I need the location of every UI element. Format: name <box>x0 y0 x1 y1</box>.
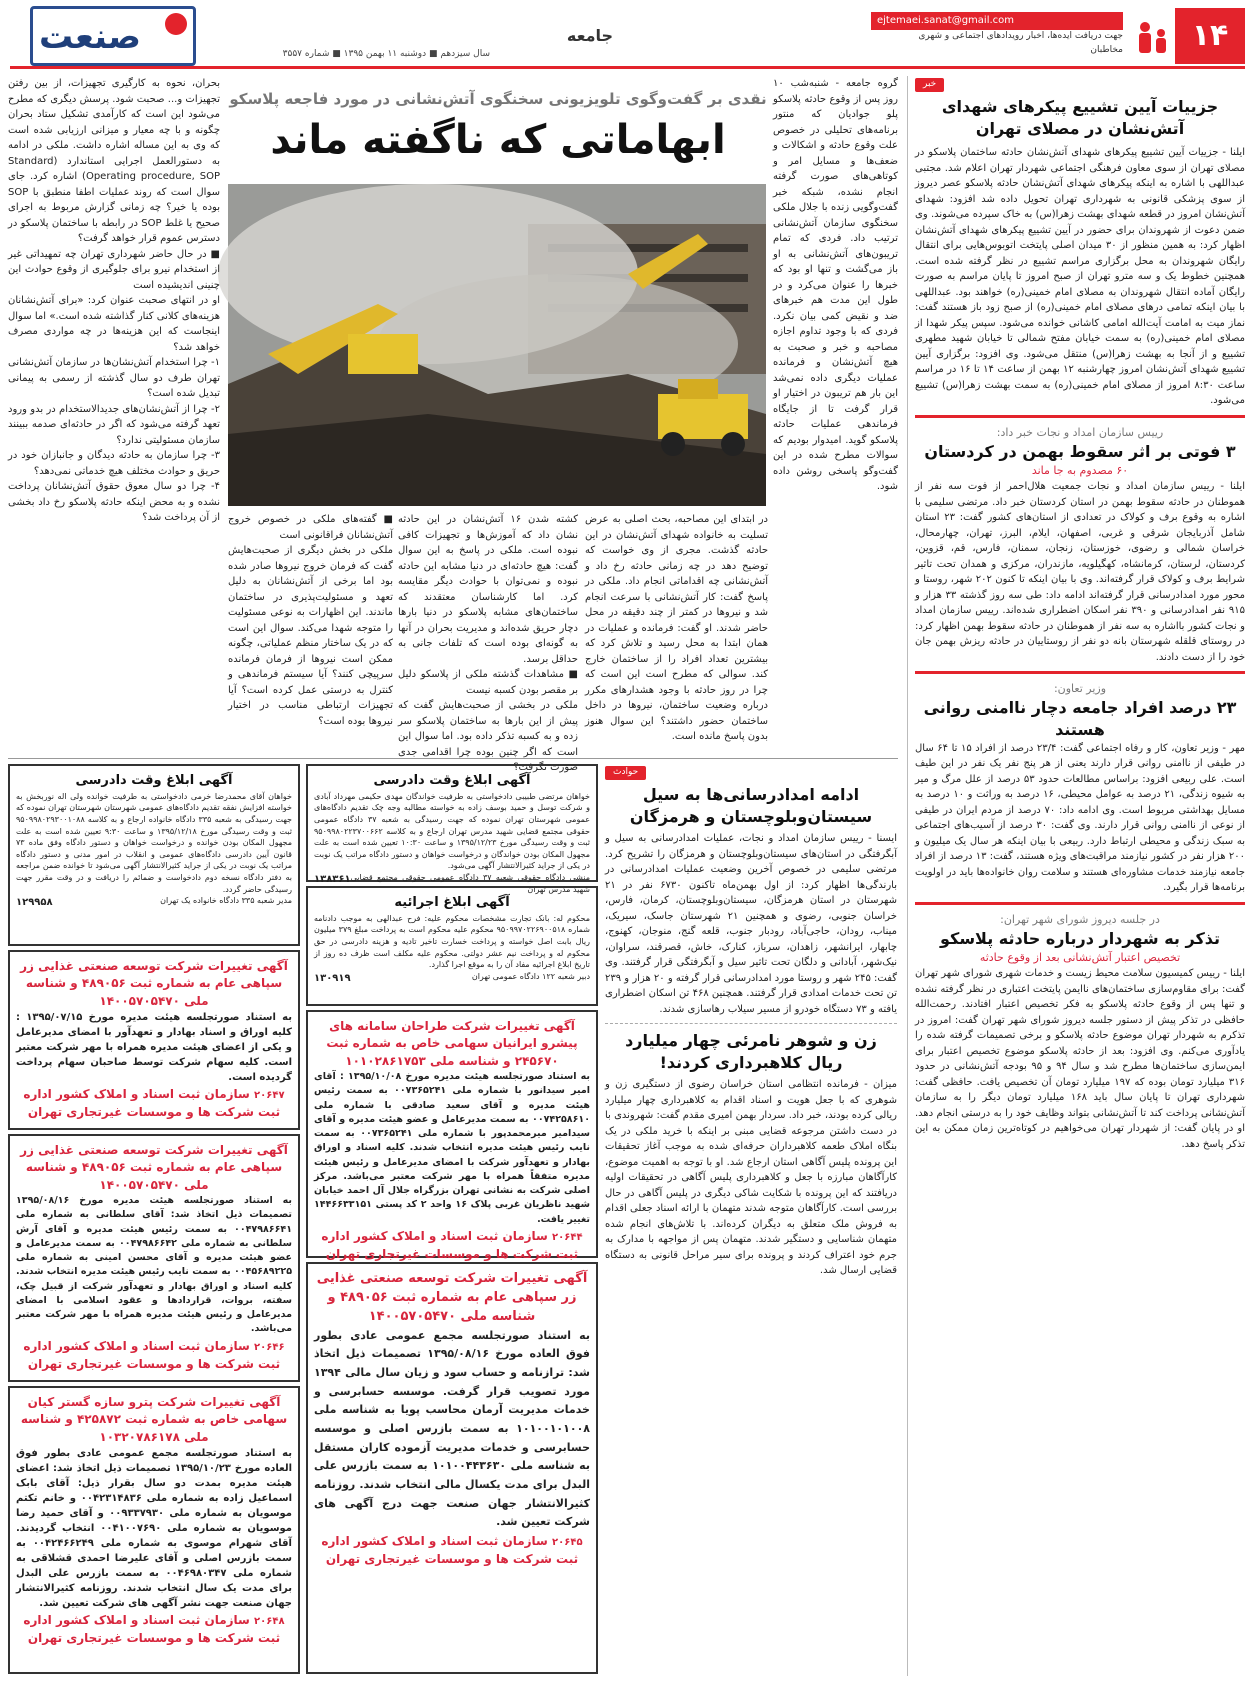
ad-number: ۲۰۶۴۵ <box>552 1537 583 1549</box>
ad-number: ۱۳۰۹۱۹ <box>314 972 351 984</box>
article-body: ایلنا - رییس کمیسیون سلامت محیط زیست و خدمات شهری شورای شهر تهران گفت: برای مقاوم‌سازی ساختمان‌های ناایمن پایتخت اعتباری در نظر گرفته نشده و تنها پس از وقوع حادثه پلاسکو به فکر تخصیص اعتبار افتادند. رحمت‌الله حافظی در تذکر پیش از دستور جلسه دیروز شورای شهر تهران گفت: امروز در تذکرم به شهردار تهران موضوع حادثه پلاسکو و برخی تصمیمات گرفته شده را یادآوری می‌کنم. وی افزود: بعد از حادثه پلاسکو موضوع تخصیص اعتبار برای ایمن‌سازی ساختمان‌ها مطرح شد و سال ۹۴ و ۹۵ بودجه آتش‌نشانی در حدود ۳۱۶ میلیارد تومان بوده که ۱۹۷ میلیارد تومان آن تخصیص یافت. حافظی گفت: شهرداری تهران تا پایان سال باید ۱۶۸ میلیارد تومان دیگر را به سازمان آتش‌نشانی پرداخت کند تا آتش‌نشانی بتواند وظایف خود را به درستی انجام دهد. او در پایان گفت: از شهردار تهران می‌خواهیم در کوتاه‌ترین زمان ممکن به این تذکر پاسخ دهد. <box>915 968 1245 1150</box>
ad-footer: سازمان ثبت اسناد و املاک کشور اداره ثبت شرکت ها و موسسات غیرتجاری تهران <box>23 1613 281 1646</box>
ad-title: آگهی ابلاغ اجرائیه <box>394 895 510 910</box>
article-title: ۳ فوتی بر اثر سقوط بهمن در کردستان <box>924 441 1236 461</box>
ad-footer: سازمان ثبت اسناد و املاک کشور اداره ثبت شرکت ها و موسسات غیرتجاری تهران <box>23 1338 281 1371</box>
ad-footer: سازمان ثبت اسناد و املاک کشور اداره ثبت شرکت ها و موسسات غیرتجاری تهران <box>23 1087 281 1120</box>
right-news-column <box>915 76 1245 1674</box>
court-notice-ad <box>306 764 598 894</box>
ad-body: به استناد صورتجلسه مجمع عمومی عادی بطور فوق العاده مورخ ۱۳۹۵/۰۸/۱۶ تصمیمات ذیل اتخاذ شد: ترازنامه و حساب سود و زیان سال مالی ۱۳۹۴ مورد تصویب قرار گرفت. موسسه حسابرسی و خدمات مدیریت آرمان محاسب پویا به شناسه ملی ۱۰۱۰۰۱۰۱۰۰۸ به سمت بازرس اصلی و موسسه حسابرسی و خدمات مدیریت آزموده کاران مستقل به شناسه ملی ۱۰۱۰۰۴۴۳۶۳۰ به سمت بازرس علی البدل برای مدت یکسال مالی انتخاب شدند. روزنامه کثیرالانتشار جهان صنعت جهت درج آگهی های شرکت تعیین شد. <box>314 1328 590 1529</box>
ad-body: به استناد صورتجلسه هیئت مدیره مورخ ۱۳۹۵/۰۸/۱۶ تصمیمات ذیل اتخاذ شد: آقای سلطانی به شماره ملی ۰۰۴۷۹۸۶۶۴۱ به سمت رئیس هیئت مدیره و آقای آرش سلطانی به شماره ملی ۰۰۴۷۹۸۶۶۴۲ به سمت مدیرعامل و عضو هیئت مدیره و آقای محسن امینی به شماره ملی ۰۰۴۵۶۸۹۲۲۵ به سمت نایب رئیس هیئت مدیره انتخاب شدند. کلیه اسناد و اوراق بهادار و تعهدآور شرکت از قبیل چک، سفته، بروات، قراردادها و عقود اسلامی با امضای مدیرعامل و رئیس هیئت مدیره همراه با مهر شرکت معتبر می‌باشد. <box>16 1195 292 1335</box>
article-title: ادامه امدادرسانی‌ها به سیل سیستان‌وبلوچستان و هرمزگان <box>629 784 873 826</box>
ad-title: آگهی ابلاغ وقت دادرسی <box>75 773 233 788</box>
main-column-a: در ابتدای این مصاحبه، بحث اصلی به عرض تسلیت به خانواده شهدای آتش‌نشان در این حادثه گذشت. مجری از وی خواست که توضیح دهد در چه زمانی حادثه رخ داد و آتش‌نشانی چه اقداماتی انجام داد. ملکی در پاسخ گفت: کار آتش‌نشانی با سرعت انجام شد و نیروها در کمتر از چند دقیقه در محل حاضر شدند. او گفت: فرمانده و عملیات در همان ابتدا به محل رسید و تلاش کرد که بیشترین تعداد افراد را از ساختمان خارج کند. سوالی که مطرح است این است که چرا در روز حادثه با وجود هشدارهای مکرر درباره وضعیت ساختمان، نیروها در داخل ساختمان حضور داشتند؟ این سوال هنوز بدون پاسخ مانده است. <box>585 514 768 742</box>
ad-footer: سازمان ثبت اسناد و املاک کشور اداره ثبت شرکت ها و موسسات غیرتجاری تهران <box>321 1534 579 1567</box>
ad-title: آگهی ابلاغ وقت دادرسی <box>373 773 531 788</box>
divider <box>915 671 1245 674</box>
newspaper-logo <box>30 6 196 66</box>
article-subtitle: تخصیص اعتبار آتش‌نشانی بعد از وقوع حادثه <box>979 951 1181 965</box>
fire-scene-photo <box>228 184 766 506</box>
company-change-ad <box>8 950 300 1130</box>
article-kicker: در جلسه دیروز شورای شهر تهران: <box>1000 912 1160 926</box>
news-tag: خبر <box>915 78 944 92</box>
section-rule <box>8 758 898 759</box>
ad-number: ۲۰۶۴۶ <box>254 1341 285 1353</box>
main-column-b: کشته شدن ۱۶ آتش‌نشان در این حادثه نشان داد که آموزش‌ها و تجهیزات کافی نبوده است. ملکی در پاسخ به این سوال گفت: هیچ حادثه‌ای در دنیا مشابه این حادثه نبوده و نمی‌توان با حوادث دیگر مقایسه کرد. اما کارشناسان معتقدند که ساختمان‌های مشابه پلاسکو در دنیا بارها دچار حریق شده‌اند و مدیریت بحران در آنها به گونه‌ای بوده است که تلفات جانی به حداقل برسد. ■ مشاهدات گذشته ملکی از پلاسکو دلیل بر مقصر بودن کسبه نیست ملکی در بخشی از صحبت‌هایش گفت که پیش از این بارها به ساختمان پلاسکو سر زده و به کسبه تذکر داده بود. اما سوال این است که اگر چنین بوده چرا اقدامی جدی صورت نگرفت؟ <box>398 514 578 773</box>
ad-footer: سازمان ثبت اسناد و املاک کشور اداره ثبت شرکت ها و موسسات غیرتجاری تهران <box>321 1228 579 1261</box>
main-lead: گروه جامعه - شنبه‌شب ۱۰ روز پس از وقوع حادثه پلاسکو پلو جوادیان که منتور برنامه‌های تحلیلی در خصوص علت وقوع حادثه و اشکالات و ضعف‌ها و مسایل امر و کوتاهی‌های صورت گرفته انجام نشده، شبکه خبر گفت‌وگویی زنده با جلال ملکی سخنگوی سازمان آتش‌نشانی ترتیب داد. فردی که تمام تریبون‌های آتش‌نشانی به او باز می‌گشت و تنها او بود که خبرها را عنوان می‌کرد و در طول این مدت هم خبرهای ضد و نقیض کمی بیان نکرد. فردی که با وجود تداوم اجازه مصاحبه و خبر و صحبت به هیچ آتش‌نشان و فرمانده عملیات دیگری داده نمی‌شد این بار هم تریبون در اختیار او قرار گرفت تا از جایگاه فرماندهی عملیات حادثه پلاسکو گوید. امیدوار بودیم که سوالات مطرح شده در این گفت‌وگو پاسخی روشن داده شود. <box>773 78 898 492</box>
ad-title: آگهی تغییرات شرکت توسعه صنعتی غذایی زر سپاهی عام به شماره ثبت ۴۸۹۰۵۶ و شناسه ملی ۱۴۰۰۵۷۰۵۴۷۰ <box>20 1143 288 1192</box>
ad-body: به استناد صورتجلسه مجمع عمومی عادی بطور فوق العاده مورخ ۱۳۹۵/۱۰/۲۳ تصمیمات ذیل اتخاذ شد: اعضای هیئت مدیره بمدت دو سال بقرار ذیل: آقای بابک اسماعیل زاده به شماره ملی ۰۰۴۲۳۱۴۸۳۶ و خانم تکتم موسویان به شماره ملی ۰۰۹۳۳۷۹۳۰ و آقای حمید رضا موسویان به شماره ملی ۰۰۴۱۰۰۷۶۹۰ انتخاب گردیدند. آقای شهرام موسوی به شماره ملی ۰۰۴۲۴۶۶۲۴۹ به سمت بازرس اصلی و آقای علیرضا احمدی قشلاقی به شماره ملی ۰۰۴۶۹۸۰۳۴۷ به سمت بازرس علی البدل برای مدت یک سال انتخاب شدند. روزنامه کثیرالانتشار جهان صنعت جهت نشر آگهی های شرکت تعیین شد. <box>16 1448 292 1610</box>
ad-number: ۲۰۶۴۸ <box>254 1616 285 1628</box>
article-subtitle: ۶۰ مصدوم به جا ماند <box>1031 464 1129 478</box>
ad-body: به استناد صورتجلسه هیئت مدیره مورخ ۱۳۹۵/۰۷/۱۵ : کلیه اوراق و اسناد بهادار و تعهدآور با امضای مدیرعامل و یکی از اعضای هیئت مدیره همراه با مهر شرکت معتبر است. کلیه سهام شرکت توسط صاحبان سهام پرداخت گردیده است. <box>16 1012 293 1084</box>
article-title: ۲۳ درصد افراد جامعه دچار ناامنی روانی هستند <box>923 698 1237 739</box>
article-body: ایسنا - رییس سازمان امداد و نجات، عملیات امدادرسانی به سیل و آبگرفتگی در استان‌های سیستان‌وبلوچستان و هرمزگان را تشریح کرد. مرتضی سلیمی در خصوص آخرین وضعیت عملیات امدادرسانی در بارندگی‌ها اظهار کرد: از اول بهمن‌ماه تاکنون ۶۷۳۰ نفر در ۲۱ شهرستان در استان هرمزگان، سیستان‌وبلوچستان، کرمان، فارس، خراسان جنوبی، رضوی و همچنین ۲۱ شهرستان جاسک، سیریک، میناب، رودان، حاجی‌آباد، رودبار جنوب، قلعه گنج، منوجان، کهنوج، چابهار، ایرانشهر، زاهدان، سرباز، کنارک، خاش، قصرقند، سراوان، نیک‌شهر، آبادانی و دلگان تحت تاثیر سیل و آبگرفتگی قرار گرفتند. وی گفت: ۲۴۵ شهر و روستا مورد امدادرسانی قرار گرفته و ۲۰ هزار و ۲۳۹ تن تحت خدمات امدادی قرار گرفتند. همچنین ۴۶۸ تن اسکان اضطراری یافته و ۷۳ دستگاه خودرو از مسیر سیلاب رهاسازی شدند. <box>605 833 898 1015</box>
company-change-ad <box>8 1134 300 1382</box>
company-change-ad <box>306 1262 598 1674</box>
company-change-ad <box>306 1010 598 1261</box>
accidents-column <box>605 764 897 1674</box>
ad-number: ۲۰۶۴۴ <box>552 1231 583 1243</box>
enforcement-notice-ad <box>306 886 598 1006</box>
accidents-tag: حوادث <box>605 766 646 780</box>
logo-text: صنعت <box>39 17 141 57</box>
article-title: تذکر به شهردار درباره حادثه پلاسکو <box>939 928 1220 948</box>
main-headline: ابهاماتی که ناگفته ماند <box>270 117 726 163</box>
ad-footer: دبیر شعبه ۱۲۲ دادگاه عمومی تهران <box>471 971 590 981</box>
ad-number: ۱۲۹۹۵۸ <box>16 897 53 909</box>
page-number: ۱۴ <box>1175 8 1245 64</box>
header-divider <box>10 66 1245 69</box>
article-body: ایلنا - رییس سازمان امداد و نجات جمعیت هلال‌احمر از فوت سه نفر از هموطنان در حادثه سقوط بهمن در استان کردستان خبر داد. مرتضی سلیمی با اشاره به وقوع برف و کولاک در تعدادی از استان‌های کشور گفت: ۲۳ استان شامل آذربایجان شرقی و غربی، اصفهان، ایلام، البرز، تهران، چهارمحال، خراسان شمالی و رضوی، خوزستان، زنجان، سمنان، فارس، قم، قزوین، کردستان، لرستان، کرمانشاه، کهگیلویه، مازندران، مرکزی و همدان تحت تاثیر شرایط برف و کولاک قرار گرفته‌اند. وی با بیان اینکه تا کنون ۲۰۲ شهر، روستا و محور مورد امدادرسانی قرار گرفته‌اند ادامه داد: طی سه روز گذشته ۳۳ هزار و ۹۱۵ نفر امدادرسانی و ۳۹۰ نفر اسکان اضطراری شده‌اند. رییس سازمان امداد و نجات کشور بااشاره به سه نفر از هموطنان در حادثه سقوط بهمن اظهار کرد: در روستای قلقله شهرستان بانه دو نفر از روستاییان در حادثه ریزش بهمن جان خود را از دست دادند. <box>915 481 1246 663</box>
ad-footer: مدیر شعبه ۳۳۵ دادگاه خانواده یک تهران <box>160 896 292 906</box>
ad-footer: منشی دادگاه حقوقی شعبه ۳۷ دادگاه عمومی حقوقی مجتمع قضایی شهید مدرس تهران <box>350 873 590 894</box>
company-change-ad <box>8 1386 300 1674</box>
family-icon <box>1133 18 1173 58</box>
divider <box>605 1023 897 1024</box>
issue-info: سال سیزدهم ■ دوشنبه ۱۱ بهمن ۱۳۹۵ ■ شماره ۳۵۵۷ <box>282 49 490 59</box>
ad-title: آگهی تغییرات شرکت پترو سازه گستر کیان سهامی خاص به شماره ثبت ۴۲۵۸۷۲ و شناسه ملی ۱۰۳۲۰۷۸۶۱۷۸ <box>20 1395 288 1444</box>
ad-number: ۲۰۶۴۷ <box>254 1090 285 1102</box>
main-column-c: ■ گفته‌های ملکی در خصوص خروج آتش‌نشانان فراقانونی است ملکی در بخش دیگری از صحبت‌هایش گفت که فرمان خروج نیروها صادر شده بود اما برخی از آتش‌نشانان به دلیل تعهد و مسئولیت‌پذیری در ساختمان ماندند. این اظهارات به نوعی مسئولیت را متوجه شهدا می‌کند. سوال این است که در یک ساختار منظم عملیاتی، چگونه ممکن است نیروها از فرمان فرمانده سرپیچی کنند؟ آیا سیستم فرماندهی و کنترل به درستی عمل کرده است؟ آیا تجهیزات ارتباطی مناسب در اختیار نیروها بوده است؟ <box>228 514 393 727</box>
header-email[interactable]: ejtemaei.sanat@gmail.com <box>871 12 1123 30</box>
ad-body: محکوم له: بانک تجارت مشخصات محکوم علیه: فرح عبدالهی به موجب دادنامه شماره ۹۵۰۹۹۷۰۲۲۶۹۰۰۵۱۸ محکوم علیه محکوم است به پرداخت مبلغ ۳۷۹ میلیون ریال بابت اصل خواسته و پرداخت خسارت تاخیر تادیه و هزینه دادرسی در حق محکوم له و پرداخت نیم عشر دولتی. محکوم علیه مکلف است ظرف ده روز از تاریخ ابلاغ اجرائیه مفاد آن را به موقع اجرا گذارد. <box>314 913 590 970</box>
article-kicker: وزیر تعاون: <box>1053 682 1107 696</box>
section-title: جامعه <box>566 26 614 45</box>
ad-title: آگهی تغییرات شرکت توسعه صنعتی غذایی زر سپاهی عام به شماره ثبت ۴۸۹۰۵۶ و شناسه ملی ۱۴۰۰۵۷۰۵۴۷۰ <box>316 1271 588 1324</box>
ad-body: خواهان آقای محمدرضا خرمی دادخواستی به طرفیت خوانده ولی اله نوربخش به خواسته افزایش نفقه تقدیم دادگاه‌های عمومی شهرستان شهرستان تهران نموده که جهت رسیدگی به شعبه ۳۳۵ دادگاه خانواده ارجاع و به کلاسه ۹۵۰۹۹۸۰۲۹۳۰۰۱۰۸۸ ثبت و وقت رسیدگی مورخ ۱۳۹۵/۱۲/۱۸ و ساعت ۹:۳۰ تعیین شده است به علت مجهول المکان بودن خوانده و درخواست خواهان و دستور دادگاه وفق ماده ۷۳ قانون آیین دادرسی دادگاه‌های عمومی و انقلاب در امور مدنی و دستور دادگاه مراتب یک نوبت در یکی از جراید کثیرالانتشار آگهی می‌شود تا خوانده ضمن مراجعه به دفتر دادگاه نسخه دوم دادخواست و ضمائم را دریافت و در وقت مقرر جهت رسیدگی حاضر گردد. <box>16 791 293 894</box>
main-kicker: نقدی بر گفت‌وگوی تلویزیونی سخنگوی آتش‌نشانی در مورد فاجعه پلاسکو <box>229 90 767 108</box>
ad-title: آگهی تغییرات شرکت توسعه صنعتی غذایی زر سپاهی عام به شماره ثبت ۴۸۹۰۵۶ و شناسه ملی ۱۴۰۰۵۷۰۵۴۷۰ <box>20 959 288 1008</box>
divider <box>915 902 1245 905</box>
column-rule <box>907 76 908 1676</box>
ad-body: به استناد صورتجلسه هیئت مدیره مورخ ۱۳۹۵/۱۰/۰۸ : آقای امیر سیدانور با شماره ملی ۰۰۷۳۶۵۲۴۱ به سمت رئیس هیئت مدیره و آقای سعید صادقی با شماره ملی ۰۰۷۴۲۵۸۶۱۰ به سمت مدیرعامل و عضو هیئت مدیره و آقای سیدامیر میرمحمدپور با شماره ملی ۰۰۷۳۶۵۲۴۱ به سمت نایب رئیس هیئت مدیره انتخاب شدند. کلیه اسناد و اوراق بهادار و تعهدآور شرکت با امضای مدیرعامل و رئیس هیئت مدیره متفقاً همراه با مهر شرکت معتبر می‌باشد. مرکز اصلی شرکت به نشانی تهران بزرگراه جلال آل احمد خیابان شهید ناظریان غربی پلاک ۱۶ واحد ۲ کد پستی ۱۴۴۶۶۳۳۱۵۱ تغییر یافت. <box>314 1071 590 1225</box>
article-kicker: رییس سازمان امداد و نجات خبر داد: <box>996 425 1164 439</box>
article-body: ایلنا - جزییات آیین تشییع پیکرهای شهدای آتش‌نشان حادثه ساختمان پلاسکو در مصلای تهران از سوی معاون فرهنگی اجتماعی شهردار تهران اعلام شد. مجتبی عبداللهی با اشاره به اینکه پیکرهای شهدای آتش‌نشان حادثه پلاسکو عصر دیروز از سوی پزشکی قانونی به شهرداری تهران تحویل داده شد افزود: شهدای آتش‌نشان امروز در قطعه شهدای بهشت زهرا(س) به خاک سپرده می‌شوند. وی ضمن دعوت از شهروندان برای حضور در آیین تشییع پیکرهای شهدای آتش‌نشان اظهار کرد: به همین منظور از ۳۰ میدان اصلی پایتخت اتوبوس‌هایی برای انتقال رایگان شهروندان به محل برگزاری مراسم تشییع در نظر گرفته شده است. همچنین خطوط یک و سه مترو تهران از صبح امروز تا پایان مراسم به صورت رایگان آماده انتقال شهروندان به مصلای امام خمینی(ره) خواهند بود. عبداللهی با بیان اینکه تمامی درهای مصلای امام خمینی(ره) از صبح زود باز هستند گفت: نماز میت به امامت آیت‌الله امامی کاشانی خوانده می‌شود. سپس پیکر شهدا از مصلای امام خمینی(ره) به سمت خیابان مفتح شمالی تا خیابان شهید مطهری تشییع و از آنجا به بهشت زهرا(س) منتقل می‌شود. وی افزود: برگزاری آیین تشییع شهدای آتش‌نشان امروز چهارشنبه ۱۲ بهمن از ساعت ۱۴ تا ۱۶ در مراسم ساعت ۸:۳۰ امروز از مصلای امام خمینی(ره) به سمت بهشت زهرا(س) تشییع می‌شود. <box>915 147 1246 407</box>
article-title: جزییات آیین تشییع پیکرهای شهدای آتش‌نشان در مصلای تهران <box>941 96 1219 138</box>
ad-number: ۱۳۸۳۶۱ <box>314 874 351 885</box>
court-notice-ad <box>8 764 300 946</box>
ad-title: آگهی تغییرات شرکت طراحان سامانه های پیشرو ایرانیان سهامی خاص به شماره ثبت ۲۴۵۶۷۰ و شناسه ملی ۱۰۱۰۲۸۶۱۷۵۳ <box>326 1019 578 1068</box>
header-tagline: جهت دریافت ایده‌ها، اخبار رویدادهای اجتماعی و شهری مخاطبان <box>918 31 1123 55</box>
logo-dot-icon <box>165 13 187 35</box>
article-title: زن و شوهر نامرئی چهار میلیارد ریال کلاهبرداری کردند! <box>625 1031 877 1072</box>
article-body: مهر - وزیر تعاون، کار و رفاه اجتماعی گفت: ۲۳/۴ درصد از افراد ۱۵ تا ۶۴ سال در طیفی از ناامنی روانی قرار دارند یعنی از هر پنج نفر یک نفر در این طیف است. علی ربیعی افزود: براساس مطالعات حدود ۵۳ درصد از علل مرگ و میر به شیوه زندگی، ۲۱ درصد به عوامل محیطی، ۱۶ درصد به وراثت و ۱۰ درصد به مسایل بهداشتی مربوط است. وی ادامه داد: ۷۰ درصد از مردم ایران در طیفی از نوعی از ناامنی روانی قرار دارند. وی گفت: ۳۰ درصد از آسیب‌های اجتماعی به سبک زندگی و محیطی ارتباط دارد. ربیعی با بیان اینکه هر سال یک میلیون و ۲۰۰ هزار نفر در کشور نیازمند مراقبت‌های ویژه هستند، گفت: ۱۳ درصد از افراد جامعه نیازمند خدمات مشاوره‌ای هستند و سلامت روان خانواده‌ها باید در اولویت برنامه‌ها قرار بگیرد. <box>915 742 1246 894</box>
article-body: میزان - فرمانده انتظامی استان خراسان رضوی از دستگیری زن و شوهری که با جعل هویت و اسناد اقدام به کلاهبرداری چهار میلیارد ریالی کرده بودند، خبر داد. سردار بهمن امیری مقدم گفت: شهروندی با در دست داشتن مرجوعه قضایی مبنی بر اینکه با خرید ملکی در یک بنگاه املاک طعمه کلاهبرداران حرفه‌ای شده به موجب آغاز تحقیقات این پرونده پلیس آگاهی استان ارجاع شد. او با توجه به اهمیت موضوع، کارآگاهان مبارزه با جعل و کلاهبرداری پلیس آگاهی در تحقیقات اولیه دریافتند که این پرونده با شکایت شاکی دیگری در پلیس آگاهی در حال بررسی است. کارآگاهان متوجه شدند متهمان با ارائه اسناد جعلی اقدام به فروش ملک متعلق به دیگران کرده‌اند. با تلاش‌های انجام شده متهمان شناسایی و دستگیر شدند. متهمان پس از مواجهه با مدارک به جرم خود اعتراف کردند و پرونده برای سیر مراحل قانونی به دستگاه قضایی ارسال شد. <box>605 1079 897 1277</box>
divider <box>915 415 1245 418</box>
main-column-e: بحران، نحوه به کارگیری تجهیزات، از بین رفتن تجهیزات و... صحبت شود. پرسش دیگری که مطرح می‌شود این است که کارآمدی تشکیل ستاد بحران چگونه و با چه معیار و میزانی ارزیابی شده است که وی به این مساله اشاره داشت. ملکی در ادامه به دستورالعمل اجرایی استاندارد (Standard Operating procedure, SOP) اشاره کرد. جای سوال است که روند عملیات اطفا منطبق با SOP بوده یا خیر؟ چه زمانی گزارش مربوط به اجرای صحیح یا غلط SOP در رابطه با ساختمان پلاسکو در دسترس عموم قرار خواهد گرفت؟ ■ در حال حاضر شهرداری تهران چه تمهیداتی غیر از استخدام نیرو برای جلوگیری از وقوع حوادث این چنینی اندیشیده است او در انتهای صحبت عنوان کرد: «برای آتش‌نشانان هزینه‌های کلانی کنار گذاشته شده است.» اما سوال اینجاست که این هزینه‌ها در چه مواردی مصرف خواهد شد؟ ۱- چرا استخدام آتش‌نشان‌ها در سازمان آتش‌نشانی تهران طرف دو سال گذشته از رسمی به پیمانی تبدیل شده است؟ ۲- چرا از آتش‌نشان‌های جدیدالاستخدام در بدو ورود تعهد گرفته می‌شود که اگر در حادثه‌ای صدمه ببینند سازمان مسئولیتی ندارد؟ ۳- چرا سازمان به حادثه دیدگان و جانبازان خود در حریق و حوادث مختلف هیچ خدماتی نمی‌دهد؟ ۴- چرا دو سال معوق حقوق آتش‌نشانان پرداخت نشده و به محض اینکه حادثه پلاسکو رخ داد بخشی از آن پرداخت شد؟ <box>8 78 220 523</box>
ad-body: خواهان مرتضی طبیبی دادخواستی به طرفیت خواندگان مهدی حکیمی مهرداد آبادی و شرکت توسل و حمید بوسف زاده به خواسته مطالبه وجه چک تقدیم دادگاه‌های عمومی شهرستان تهران نموده که جهت رسیدگی به شعبه ۳۷ دادگاه عمومی حقوقی مجتمع قضایی شهید مدرس تهران ارجاع و به کلاسه ۹۵۰۹۹۸۰۲۲۳۷۰۰۶۶۲ ثبت و وقت رسیدگی مورخ ۱۳۹۵/۱۲/۲۳ و ساعت ۱۰:۳۰ تعیین شده است به علت مجهول المکان بودن خواندگان و درخواست خواهان و دستور دادگاه مراتب یک نوبت در یکی از جراید کثیرالانتشار آگهی می‌شود. <box>314 791 591 871</box>
